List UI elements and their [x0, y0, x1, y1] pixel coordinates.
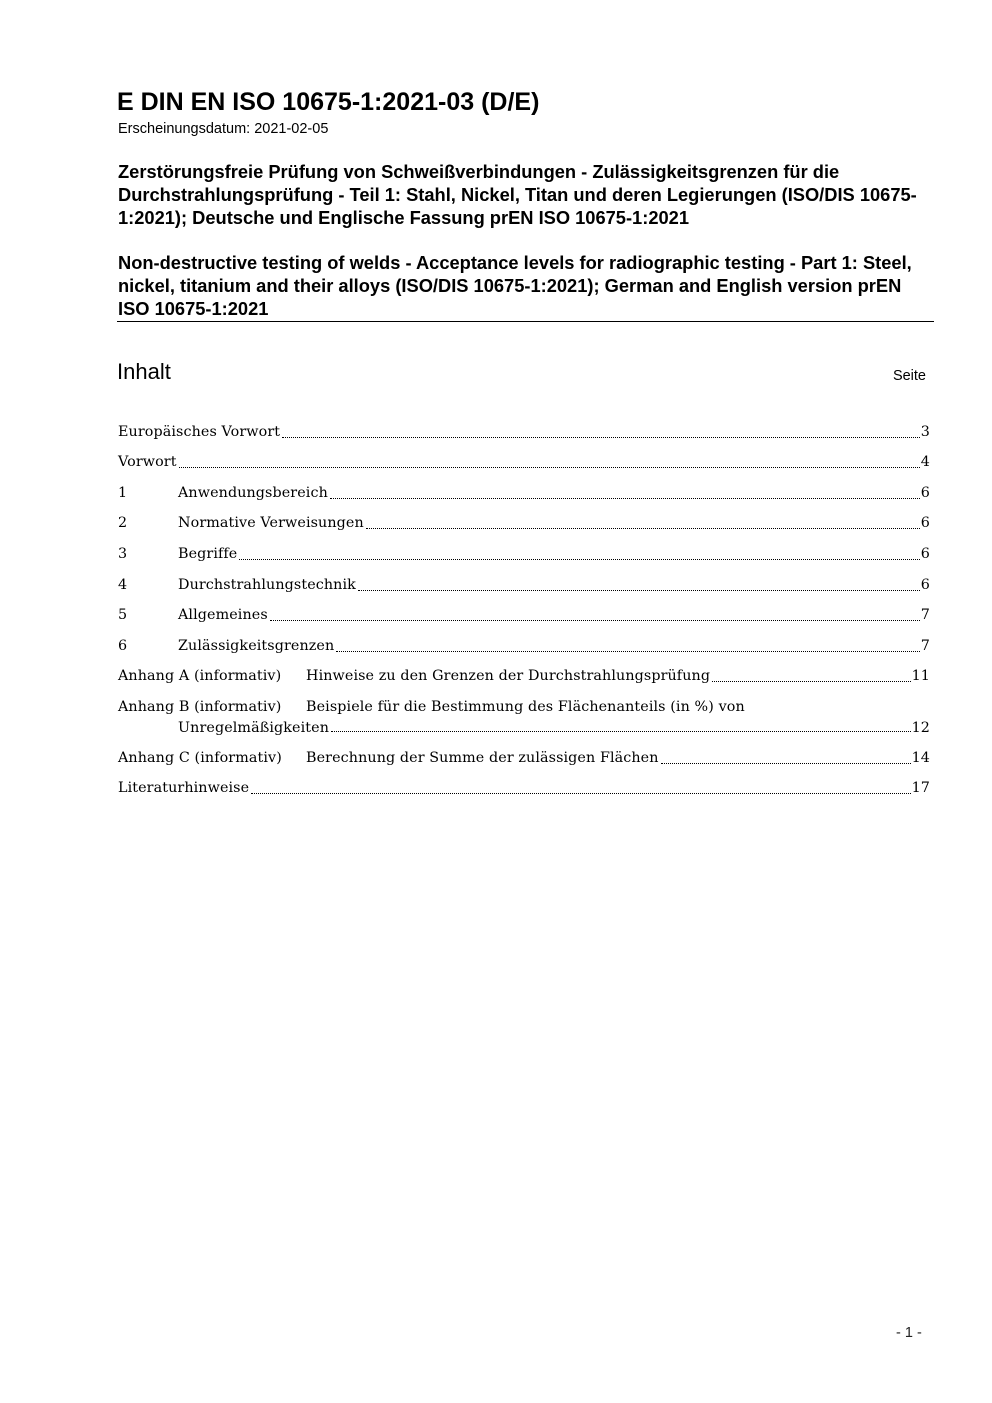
page-number: - 1 - [896, 1325, 922, 1341]
toc-entry[interactable] [118, 506, 930, 537]
annex-title: Berechnung der Summe der zulässigen Flächen [306, 749, 659, 766]
toc-entry-page: 6 [920, 515, 930, 532]
toc-annex-entry[interactable] [118, 740, 930, 771]
toc-entry-number: 3 [118, 545, 128, 562]
title-german: Zerstörungsfreie Prüfung von Schweißverbindungen - Zulässigkeitsgrenzen für die Durchstrahlungsprüfung - Teil 1: Stahl, Nickel, Titan und deren Legierungen (ISO/DIS 10675-1:2021); Deutsche und Englische Fassung prEN ISO 10675-1:2021 [118, 161, 917, 228]
toc-entry-page: 3 [920, 423, 930, 440]
dot-leader [179, 466, 920, 468]
toc-entry-number: 2 [118, 515, 128, 532]
dot-leader [336, 650, 920, 652]
toc-entry-label: Literaturhinweise [118, 780, 250, 797]
annex-label: Anhang C (informativ) [118, 749, 282, 766]
toc-entry-page: 7 [920, 607, 930, 624]
dot-leader [282, 436, 920, 438]
toc-entry-number: 5 [118, 607, 128, 624]
dot-leader [366, 527, 920, 529]
toc-page-column-label: Seite [892, 368, 926, 384]
toc-entry-label: Europäisches Vorwort [118, 423, 281, 440]
toc-entry-page: 4 [920, 454, 930, 471]
toc-entry-number: 4 [118, 576, 128, 593]
toc-bibliography-entry[interactable] [118, 771, 930, 802]
toc-entry-page: 6 [920, 545, 930, 562]
toc-entry[interactable] [118, 536, 930, 567]
title-english: Non-destructive testing of welds - Acceptance levels for radiographic testing - Part 1: Steel, nickel, titanium and their alloys (ISO/DIS 10675-1:2021); German and English version prEN ISO 10675-1:2021 [118, 252, 912, 319]
table-of-contents [118, 414, 930, 801]
dot-leader [239, 558, 919, 560]
toc-entry[interactable] [118, 567, 930, 598]
toc-entry-number: 1 [118, 484, 128, 501]
toc-entry-page: 12 [911, 720, 930, 737]
toc-entry[interactable] [118, 475, 930, 506]
dot-leader [330, 497, 920, 499]
dot-leader [270, 619, 920, 621]
toc-entry-page: 11 [911, 668, 930, 685]
toc-entry[interactable] [118, 414, 930, 445]
toc-entry-label: Anwendungsbereich [178, 484, 328, 501]
annex-label: Anhang B (informativ) [118, 699, 282, 716]
issue-date: Erscheinungsdatum: 2021-02-05 [118, 121, 329, 137]
dot-leader [331, 730, 911, 732]
toc-entry-page: 17 [911, 780, 930, 797]
toc-entry-page: 6 [920, 484, 930, 501]
toc-entry[interactable] [118, 598, 930, 629]
annex-label: Anhang A (informativ) [118, 668, 282, 685]
toc-entry-page: 7 [920, 637, 930, 654]
annex-title-line1: Beispiele für die Bestimmung des Flächenanteils (in %) von [306, 699, 745, 716]
toc-annex-entry[interactable] [118, 689, 930, 740]
toc-entry-label: Vorwort [118, 454, 177, 471]
toc-entry-label: Normative Verweisungen [178, 515, 364, 532]
toc-entry-label: Zulässigkeitsgrenzen [178, 637, 335, 654]
annex-first-line [118, 689, 930, 717]
annex-title: Hinweise zu den Grenzen der Durchstrahlungsprüfung [306, 668, 711, 685]
toc-entry[interactable] [118, 445, 930, 476]
toc-entry-page: 6 [920, 576, 930, 593]
toc-heading: Inhalt [117, 359, 171, 384]
dot-leader [251, 792, 910, 794]
dot-leader [358, 589, 920, 591]
annex-title-line2: Unregelmäßigkeiten [178, 720, 330, 737]
dot-leader [712, 680, 911, 682]
toc-entry-label: Durchstrahlungstechnik [178, 576, 356, 593]
document-number: E DIN EN ISO 10675-1:2021-03 (D/E) [117, 88, 540, 116]
toc-entry-number: 6 [118, 637, 128, 654]
toc-entry-label: Begriffe [178, 545, 238, 562]
annex-second-line [118, 717, 930, 739]
toc-entry-label: Allgemeines [178, 607, 268, 624]
dot-leader [661, 762, 911, 764]
toc-entry[interactable] [118, 628, 930, 659]
toc-annex-entry[interactable] [118, 659, 930, 690]
header-rule [117, 321, 934, 322]
toc-entry-page: 14 [911, 749, 930, 766]
